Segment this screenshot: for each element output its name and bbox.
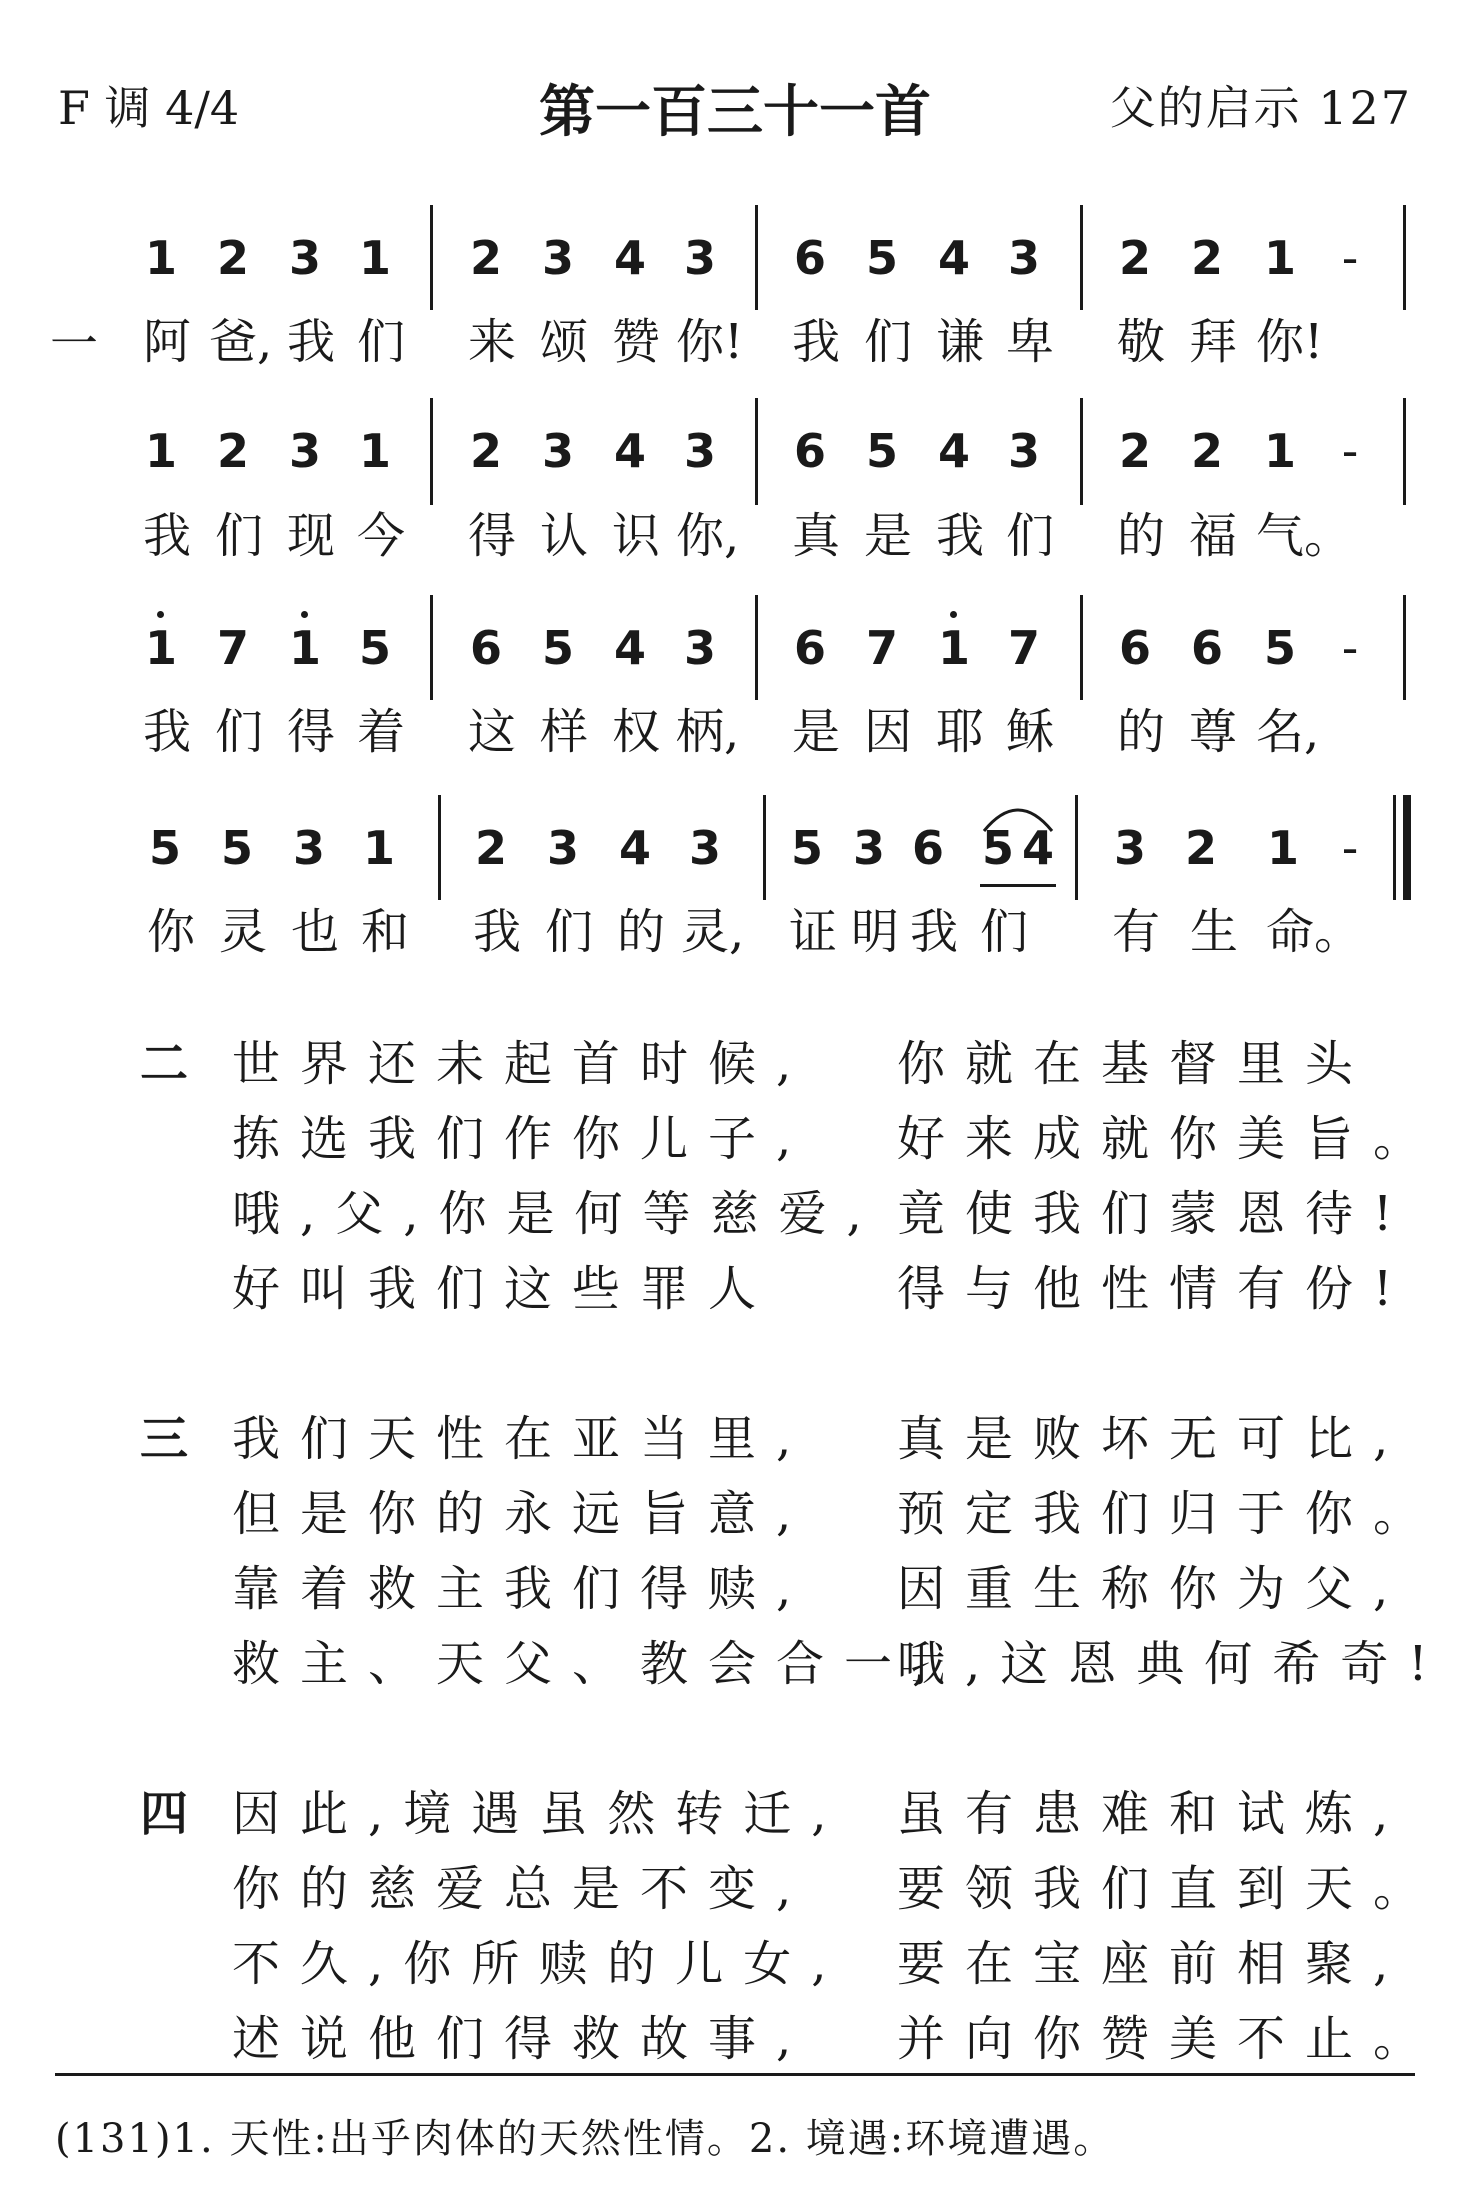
verse-line-right: 你就在基督里头 (897, 1036, 1374, 1092)
footnote: (131)1. 天性:出乎肉体的天然性情。2. 境遇:环境遭遇。 (55, 2116, 1116, 2162)
lyric-syllable: 名, (1256, 704, 1320, 760)
note: 1 (1263, 424, 1296, 478)
note: 5 (358, 621, 391, 675)
barline (755, 398, 758, 505)
lyric-syllable: 卑 (1005, 314, 1054, 370)
verse-line-right: 因重生称你为父, (897, 1561, 1409, 1617)
note: 2 (474, 821, 507, 875)
note: 2 (469, 424, 502, 478)
verse-line-right: 好来成就你美旨。 (897, 1111, 1442, 1167)
note: 5 (865, 231, 898, 285)
note: 3 (1007, 424, 1040, 478)
lyric-syllable: 们 (356, 314, 405, 370)
lyric-syllable: 我 (286, 314, 335, 370)
lyric-syllable: 我 (909, 904, 958, 960)
note: 3 (852, 821, 885, 875)
lyric-syllable: 们 (979, 904, 1028, 960)
lyric-syllable: 是 (791, 704, 840, 760)
verse-line-left: 不久,你所赎的儿女, (232, 1936, 847, 1992)
note: 3 (1007, 231, 1040, 285)
note: 3 (288, 231, 321, 285)
note: 1 (362, 821, 395, 875)
lyric-syllable: 我 (935, 508, 984, 564)
barline (1403, 398, 1406, 505)
note: 4 (937, 231, 970, 285)
verse-line-left: 你的慈爱总是不变, (232, 1861, 812, 1917)
barline (1075, 795, 1078, 900)
lyric-syllable: 的 (1116, 508, 1165, 564)
note: 6 (793, 424, 826, 478)
high-octave-dot (301, 611, 308, 618)
high-octave-dot (157, 611, 164, 618)
hymn-category: 父的启示 127 (1109, 81, 1412, 135)
note: 3 (683, 231, 716, 285)
lyric-syllable: 的 (1116, 704, 1165, 760)
note: 3 (541, 231, 574, 285)
verse-line-right: 要在宝座前相聚, (897, 1936, 1409, 1992)
hymn-title: 第一百三十一首 (539, 80, 931, 145)
note: 6 (793, 621, 826, 675)
note: 4 (937, 424, 970, 478)
note: 1 (144, 231, 177, 285)
lyric-syllable: 稣 (1005, 704, 1054, 760)
note: 1 (358, 231, 391, 285)
lyric-syllable: 气。 (1256, 508, 1353, 564)
note: 2 (1190, 424, 1223, 478)
lyric-syllable: 认 (539, 508, 588, 564)
lyric-syllable: 阿 (142, 314, 191, 370)
verse-line-left: 世界还未起首时候, (232, 1036, 812, 1092)
lyric-syllable: 样 (539, 704, 588, 760)
lyric-syllable: 我 (472, 904, 521, 960)
verse-line-left: 拣选我们作你儿子, (232, 1111, 812, 1167)
lyric-syllable: 柄, (676, 704, 740, 760)
note: 3 (541, 424, 574, 478)
note: - (1341, 621, 1359, 675)
lyric-syllable: 你, (676, 508, 740, 564)
lyric-syllable: 耶 (935, 704, 984, 760)
lyric-syllable: 因 (863, 704, 912, 760)
lyric-syllable: 命。 (1266, 904, 1363, 960)
high-octave-dot (950, 611, 957, 618)
verse-line-left: 因此,境遇虽然转迁, (232, 1786, 847, 1842)
note: 4 (613, 424, 646, 478)
lyric-syllable: 明 (850, 904, 899, 960)
note: - (1341, 424, 1359, 478)
note: 5 (865, 424, 898, 478)
lyric-syllable: 我 (142, 704, 191, 760)
note: 3 (688, 821, 721, 875)
final-barline-thin (1393, 795, 1396, 900)
lyric-syllable: 尊 (1188, 704, 1237, 760)
verse-line-right: 虽有患难和试炼, (897, 1786, 1409, 1842)
lyric-syllable: 谦 (935, 314, 984, 370)
note: 3 (288, 424, 321, 478)
lyric-syllable: 爸, (209, 314, 273, 370)
note: 5 (541, 621, 574, 675)
verse-number: 四 (140, 1786, 189, 1842)
lyric-syllable: 你 (146, 904, 195, 960)
note: 1 (144, 424, 177, 478)
note: 6 (793, 231, 826, 285)
barline (1080, 205, 1083, 310)
note: 5 (148, 821, 181, 875)
note: 1 (144, 621, 177, 675)
verse-number: 三 (140, 1411, 189, 1467)
verse-marker-one: 一 (50, 316, 99, 372)
note: 2 (216, 424, 249, 478)
barline (1080, 398, 1083, 505)
note: 3 (292, 821, 325, 875)
lyric-syllable: 灵 (218, 904, 267, 960)
note: 3 (546, 821, 579, 875)
note: 3 (1113, 821, 1146, 875)
barline (430, 205, 433, 310)
verse-number: 二 (140, 1036, 189, 1092)
verse-line-right: 竟使我们蒙恩待! (897, 1186, 1413, 1242)
verse-line-right: 预定我们归于你。 (897, 1486, 1442, 1542)
lyric-syllable: 们 (863, 314, 912, 370)
note: 4 (618, 821, 651, 875)
barline (1403, 205, 1406, 310)
verse-line-left: 哦,父,你是何等慈爱, (232, 1186, 882, 1242)
lyric-syllable: 拜 (1188, 314, 1237, 370)
footnote-divider (55, 2073, 1415, 2076)
lyric-syllable: 灵, (681, 904, 745, 960)
lyric-syllable: 也 (290, 904, 339, 960)
verse-line-left: 靠着救主我们得赎, (232, 1561, 812, 1617)
lyric-syllable: 真 (791, 508, 840, 564)
note: 3 (683, 424, 716, 478)
lyric-syllable: 得 (286, 704, 335, 760)
note: 5 (790, 821, 823, 875)
lyric-syllable: 我 (791, 314, 840, 370)
lyric-syllable: 生 (1189, 904, 1238, 960)
lyric-syllable: 福 (1188, 508, 1237, 564)
lyric-syllable: 敬 (1116, 314, 1165, 370)
lyric-syllable: 着 (356, 704, 405, 760)
note: 2 (1190, 231, 1223, 285)
verse-line-right: 得与他性情有份! (897, 1261, 1413, 1317)
lyric-syllable: 现 (286, 508, 335, 564)
verse-line-right: 哦,这恩典何希奇! (897, 1636, 1448, 1692)
note: 1 (1263, 231, 1296, 285)
note: 4 (1021, 821, 1054, 875)
lyric-syllable: 来 (467, 314, 516, 370)
eighth-note-underline (980, 884, 1056, 887)
lyric-syllable: 你! (676, 314, 744, 370)
note: 7 (216, 621, 249, 675)
note: 6 (911, 821, 944, 875)
verse-line-right: 并向你赞美不止。 (897, 2011, 1442, 2067)
verse-line-left: 好叫我们这些罪人 (232, 1261, 777, 1317)
lyric-syllable: 是 (863, 508, 912, 564)
note: - (1341, 231, 1359, 285)
note: 5 (981, 821, 1014, 875)
verse-line-left: 但是你的永远旨意, (232, 1486, 812, 1542)
lyric-syllable: 赞 (611, 314, 660, 370)
note: 6 (469, 621, 502, 675)
note: 7 (865, 621, 898, 675)
verse-line-left: 述说他们得救故事, (232, 2011, 812, 2067)
lyric-syllable: 证 (788, 904, 837, 960)
barline (755, 205, 758, 310)
note: 7 (1007, 621, 1040, 675)
note: 1 (937, 621, 970, 675)
lyric-syllable: 得 (467, 508, 516, 564)
lyric-syllable: 颂 (539, 314, 588, 370)
note: 1 (358, 424, 391, 478)
note: 3 (683, 621, 716, 675)
note: 2 (1118, 424, 1151, 478)
barline (438, 795, 441, 900)
note: 2 (1184, 821, 1217, 875)
lyric-syllable: 有 (1111, 904, 1160, 960)
verse-line-right: 真是败坏无可比, (897, 1411, 1409, 1467)
barline (1080, 595, 1083, 700)
note: 1 (288, 621, 321, 675)
lyric-syllable: 今 (356, 508, 405, 564)
lyric-syllable: 们 (214, 508, 263, 564)
lyric-syllable: 识 (611, 508, 660, 564)
verse-line-right: 要领我们直到天。 (897, 1861, 1442, 1917)
lyric-syllable: 们 (214, 704, 263, 760)
lyric-syllable: 的 (616, 904, 665, 960)
barline (755, 595, 758, 700)
lyric-syllable: 这 (467, 704, 516, 760)
barline (430, 398, 433, 505)
note: 1 (1266, 821, 1299, 875)
verse-line-left: 救主、天父、教会合一, (232, 1636, 948, 1692)
barline (763, 795, 766, 900)
final-barline-thick (1403, 795, 1411, 900)
note: 5 (1263, 621, 1296, 675)
note: 4 (613, 231, 646, 285)
note: 2 (469, 231, 502, 285)
barline (430, 595, 433, 700)
lyric-syllable: 们 (544, 904, 593, 960)
lyric-syllable: 和 (360, 904, 409, 960)
lyric-syllable: 们 (1005, 508, 1054, 564)
lyric-syllable: 权 (611, 704, 660, 760)
note: 6 (1118, 621, 1151, 675)
note: 5 (220, 821, 253, 875)
slur-mark (978, 795, 1058, 835)
lyric-syllable: 你! (1256, 314, 1324, 370)
note: 2 (1118, 231, 1151, 285)
note: - (1341, 821, 1359, 875)
note: 2 (216, 231, 249, 285)
verse-line-left: 我们天性在亚当里, (232, 1411, 812, 1467)
note: 4 (613, 621, 646, 675)
note: 6 (1190, 621, 1223, 675)
key-signature: F 调 4/4 (58, 81, 240, 135)
lyric-syllable: 我 (142, 508, 191, 564)
barline (1403, 595, 1406, 700)
